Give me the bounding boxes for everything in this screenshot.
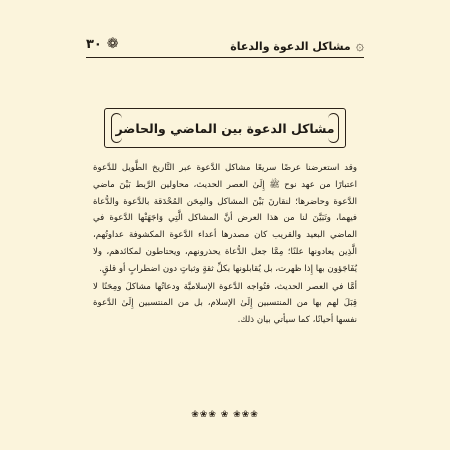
running-title: مشاكل الدعوة والدعاة bbox=[230, 39, 351, 53]
header-rule bbox=[86, 57, 364, 58]
body-text bbox=[93, 160, 357, 329]
page-header bbox=[86, 32, 364, 56]
section-title-frame bbox=[104, 108, 346, 148]
page-ornament-icon: ❁ bbox=[106, 36, 119, 52]
page-number: ٣٠ bbox=[86, 36, 102, 52]
paragraph-1: وقد استعرضنا عرضًا سريعًا مشاكل الدَّعوة عبر التَّاريخ الطَّويل للدَّعوة اعتبارًا من عهد نوح ﷺ إِلَىٰ العصر الحديث، محاولين الرَّبط بَيْنَ ماضي الدَّعوة وحاضرها؛ لنقارنَ بَيْنَ المشاكل والمِحَن المُحْدَقة بالدَّعوة والدُّعاة فيهما، وتَبَيَّنَ لنا من هذا العرض أنَّ المشاكل الَّتِي وَاجَهَتْها الدَّعوة في الماضي البعيد والقريب كان مصدرها أعداء الدَّعوة المكشوفة عداوتُهم، الَّذِين يعادونها علنًا؛ مِمَّا جعل الدُّعاة يحذرونهم، ويحتاطون لمكائدهم، ولا يُفَاجَؤون بها إِذا ظهرت، بل يُقابلونها بكلِّ ثقةٍ وثباتٍ دون اضطرابٍ أو قلقٍ. bbox=[93, 163, 357, 274]
footer-ornament-icon: ❀❀❀ ❀ ❀❀❀ bbox=[191, 410, 259, 420]
header-title-group bbox=[230, 35, 364, 54]
header-ornament-icon: ۞ bbox=[355, 37, 364, 54]
header-page-group bbox=[86, 36, 119, 52]
paragraph-2: أمَّا في العصر الحديث، فتُواجه الدَّعوة الإسلاميَّة ودعاتُها مشاكلَ ومِحَنًا لا قِبَلَ لهم بها من المنتسبين إِلَىٰ الإسلام، بل من المنتسبين إِلَىٰ الدَّعوة نفسها أحيانًا، كما سيأتي بيان ذلك. bbox=[93, 281, 357, 326]
section-title: مشاكل الدعوة بين الماضي والحاضر bbox=[115, 120, 335, 136]
